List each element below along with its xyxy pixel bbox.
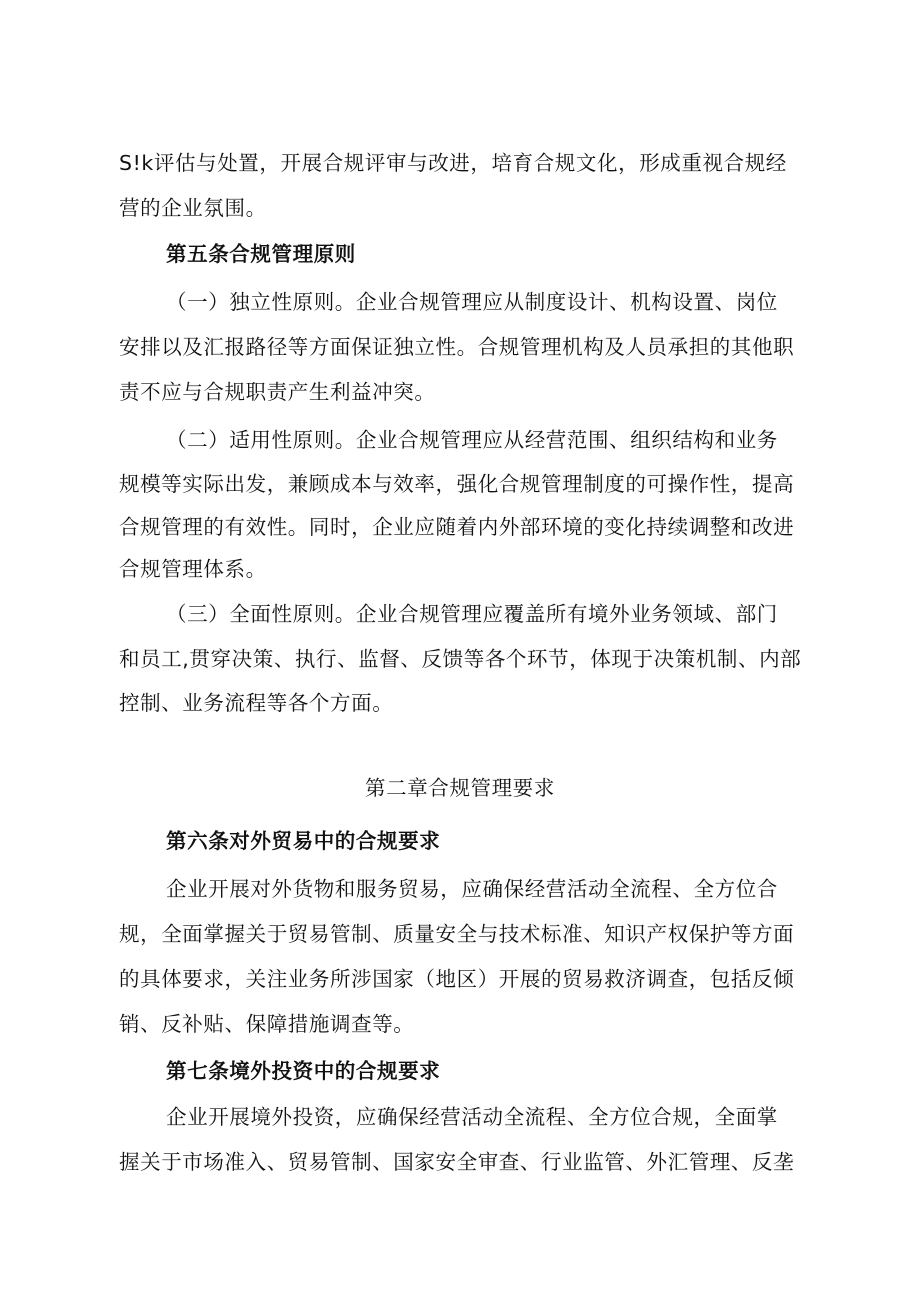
body-line: 合规管理的有效性。同时，企业应随着内外部环境的变化持续调整和改进 — [119, 515, 795, 539]
body-line: 销、反补贴、保障措施调查等。 — [119, 1012, 415, 1036]
body-line: 合规管理体系。 — [119, 557, 267, 581]
body-line: 控制、业务流程等各个方面。 — [119, 691, 394, 715]
body-line: （一）独立性原则。企业合规管理应从制度设计、机构设置、岗位 — [166, 290, 778, 314]
body-line: 规，全面掌握关于贸易管制、质量安全与技术标准、知识产权保护等方面 — [119, 922, 795, 946]
body-line: （二）适用性原则。企业合规管理应从经营范围、组织结构和业务 — [166, 428, 778, 452]
body-line: 的具体要求，关注业务所涉国家（地区）开展的贸易救济调查，包括反倾 — [119, 967, 795, 991]
body-line: 和员工,贯穿决策、执行、监督、反馈等各个环节，体现于决策机制、内部 — [119, 647, 802, 671]
article-heading: 第五条合规管理原则 — [166, 242, 356, 266]
chapter-title: 第二章合规管理要求 — [365, 776, 555, 800]
article-heading: 第七条境外投资中的合规要求 — [166, 1059, 441, 1083]
body-line: 握关于市场准入、贸易管制、国家安全审查、行业监管、外汇管理、反垄 — [119, 1150, 795, 1174]
body-line: 企业开展境外投资，应确保经营活动全流程、全方位合规，全面掌 — [166, 1105, 778, 1129]
article-heading: 第六条对外贸易中的合规要求 — [166, 829, 441, 853]
body-line: 责不应与合规职责产生利益冲突。 — [119, 380, 436, 404]
body-line: （三）全面性原则。企业合规管理应覆盖所有境外业务领域、部门 — [166, 602, 778, 626]
body-line: 规模等实际出发，兼顾成本与效率，强化合规管理制度的可操作性，提高 — [119, 472, 795, 496]
body-line: 企业开展对外货物和服务贸易，应确保经营活动全流程、全方位合 — [166, 877, 778, 901]
body-line: 安排以及汇报路径等方面保证独立性。合规管理机构及人员承担的其他职 — [119, 335, 795, 359]
body-line: 营的企业氛围。 — [119, 196, 267, 220]
body-line: S!k评估与处置，开展合规评审与改进，培育合规文化，形成重视合规经 — [119, 151, 787, 175]
